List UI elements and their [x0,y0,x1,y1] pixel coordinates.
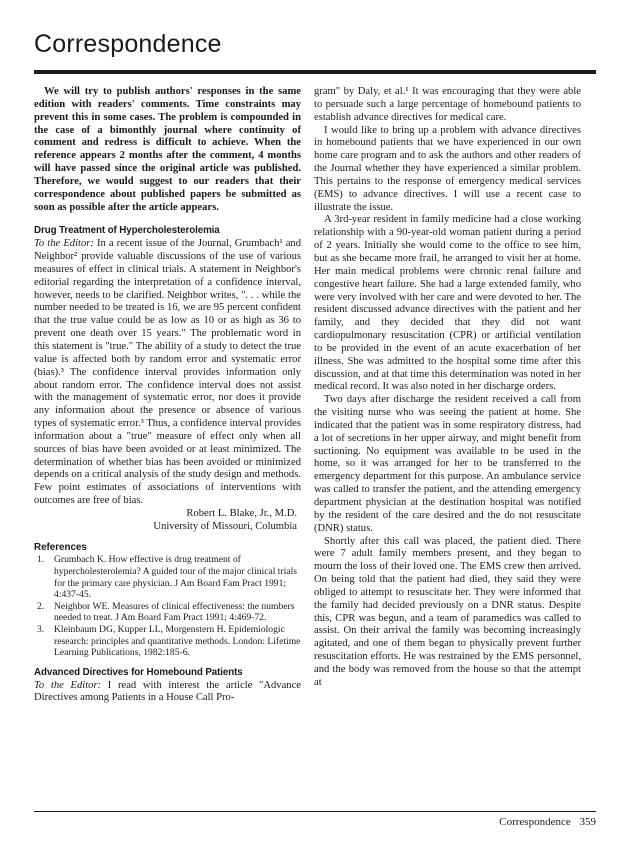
paragraph-continuation: gram" by Daly, et al.¹ It was encouraging that they were able to persuade such a large percentage of homebound patients to establish advance directives for medical care. [314,86,581,123]
footer-section-name: Correspondence [499,816,571,828]
footer-rule [34,811,596,812]
letter-heading-hypercholesterolemia: Drug Treatment of Hypercholesterolemia [34,225,220,237]
letter-opening-advance-directives [34,680,301,706]
reference-number: 1. [37,554,45,566]
author-name: Robert L. Blake, Jr., M.D. [186,507,297,519]
page-footer [493,816,596,828]
letter-text: In a recent issue of the Journal, Grumbach¹ and Neighbor² provide valuable discussions of the use of various measures of effect in clinical trials. A statement in Neighbor's editorial regarding the interpretation of a confidence interval, however, needs to be clarified. Neighbor writes, ". . . while the number needed to be treated is 16, we are 95 percent confident that the true value could be as low as 10 or as high as 36 to prevent one death over 15 years." The problematic word in this statement is "true." The ability of a study to detect the true value is affected both by random error and systematic error (bias).³ The confidence interval provides information only about random error. The confidence interval does not assist with the management of systematic error, nor does it provide any information about the presence or absence of various types of systematic error.³ Thus, a confidence interval provides information about a "true" measure of effect only when all sources of bias have been avoided or at least minimized. The determination of whether bias has been avoided or minimized depends on a critical analysis of the study design and methods. Few point estimates of associations of interventions with outcomes are free of bias. [34,238,301,507]
reference-item [34,624,301,659]
paragraph: Shortly after this call was placed, the patient died. There were 7 adult family members present, and they began to mourn the loss of their loved one. The EMS crew then arrived. On being told that the patient had died, they said they were obliged to attempt to resuscitate her. They were informed that the family had decided previously on a DNR status. Despite this, CPR was begun, and a team of paramedics was called to assist. On their arrival the family was becoming increasingly agitated, and one of them began to physically prevent further resuscitation efforts. He was restrained by the EMS personnel, and the body was removed from the house so that the attempt at [314,535,581,688]
letter-text: I read with interest the article "Advance Directives among Patients in a House Call Pro- [34,679,301,704]
paragraph: A 3rd-year resident in family medicine had a close working relationship with a 90-year-old woman patient during a period of 2 years. Initially she would come to the office to see him, but as she became more frail, he arranged to visit her at home. Her main medical problems were chronic renal failure and congestive heart failure. She had a large extended family, who were very involved with her care and were devoted to her. The resident discussed advance directives with the patient and her family, and they decided that they did not want cardiopulmonary resuscitation (CPR) or artificial ventilation to be provided in the event of an acute exacerbation of her illness. She was admitted to the hospital some time after this discussion, and at that time this determination was noted in her medical record. It was also noted in her discharge orders. [314,214,581,393]
reference-text: Neighbor WE. Measures of clinical effectiveness: the numbers needed to treat. J Am Board Fam Pract 1991; 4:469-72. [54,600,295,624]
reference-text: Kleinbaum DG, Kupper LL, Morgenstern H. Epidemiologic research: principles and quantitative methods. London: Lifetime Learning Publications, 1982:185-6. [54,624,301,659]
reference-item [34,554,301,600]
letter-salutation: To the Editor: [34,679,102,691]
letter-salutation: To the Editor: [34,238,94,250]
right-column [314,86,581,690]
reference-text: Grumbach K. How effective is drug treatment of hypercholesterolemia? A guided tour of the major clinical trials for the primary care physician. J Am Board Fam Pract 1991; 4:437-45. [54,554,297,601]
reference-item [34,601,301,624]
reference-list [34,554,301,658]
paragraph: I would like to bring up a problem with advance directives in homebound patients that we have experienced in our own home care program and to ask the authors and other readers of the Journal whether they have experienced a similar problem. This pertains to the response of emergency medical services (EMS) to advance directives. I will use a recent case to illustrate the issue. [314,124,581,213]
page-number: 359 [579,816,596,828]
editorial-notice: We will try to publish authors' responses in the same edition with readers' comments. Time constraints may prevent this in some cases. The problem is compounded in the case of a bimonthly journal where continuity of comment and redress is difficult to achieve. When the reference appears 2 months after the comment, 4 months will have passed since the original article was published. Therefore, we would suggest to our readers that their correspondence about published papers be submitted as soon as possible after the article appears. [34,86,301,213]
letter-signature [34,508,301,534]
paragraph: Two days after discharge the resident received a call from the visiting nurse who was seeing the patient at home. She indicated that the patient was in some respiratory distress, had a lot of secretions in her upper airway, and might benefit from suctioning. No equipment was available to be used in the home, so it was arranged for her to be transferred to the emergency department for this purpose. An ambulance service was called to transfer the patient, and the attending emergency department physician at the destination hospital was notified by the resident of the care desired and the do not resuscitate (DNR) status. [314,394,581,534]
reference-number: 3. [37,624,45,635]
author-affiliation: University of Missouri, Columbia [153,520,297,532]
letter-body-hypercholesterolemia [34,238,301,508]
left-column [34,86,301,705]
header-rule [34,70,596,74]
page-title: Correspondence [34,30,222,58]
reference-number: 2. [37,600,45,612]
letter-heading-advance-directives: Advanced Directives for Homebound Patients [34,666,243,678]
references-heading: References [34,541,87,553]
